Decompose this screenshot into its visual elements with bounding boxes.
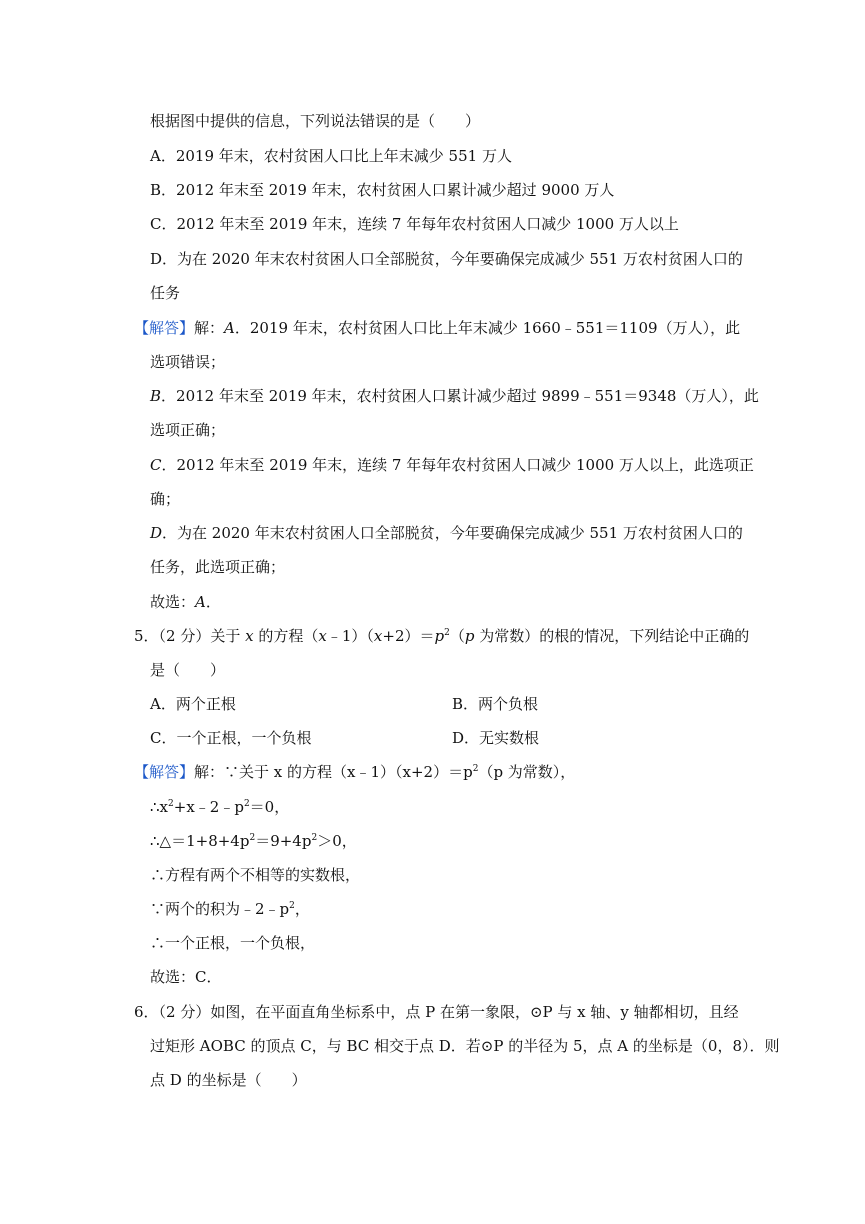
q5-answer-line5: ∵两个的积为$﹣2﹣p^2$， [150,900,310,918]
q4-answer-line7: D．为在 2020 年末农村贫困人口全部脱贫，今年要确保完成减少 551 万农村贫困人口的 [150,524,743,542]
q5-option-a: A．两个正根 [150,695,236,713]
q4-option-c: C．2012 年末至 2019 年末，连续 7 年每年农村贫困人口减少 1000 万人以上 [150,215,679,233]
q4-answer-conclusion: 故选：A． [150,593,221,611]
q5-answer-line4: ∴方程有两个不相等的实数根， [150,866,361,884]
q5-stem-line2: 是（ ） [150,661,226,679]
q4-answer-line5: C．2012 年末至 2019 年末，连续 7 年每年农村贫困人口减少 1000 万人以上，此选项正 [150,456,754,474]
q4-answer-line2: 选项错误； [150,353,226,371]
q4-answer-line6: 确； [150,490,181,508]
q5-option-d: D．无实数根 [452,729,540,747]
q5-answer-line6: ∴一个正根，一个负根， [150,934,316,952]
q6-stem-line3: 点 D 的坐标是（ ） [150,1071,307,1089]
q4-option-d-line1: D．为在 2020 年末农村贫困人口全部脱贫，今年要确保完成减少 551 万农村贫困人口的 [150,250,743,268]
q5-stem-line1: 5．（2 分）关于 x 的方程$(x﹣1)(x+2)=p^2(p$ 为常数）的根的情况，下列结论中正确的 [134,627,750,645]
q4-answer-line4: 选项正确； [150,421,226,439]
q5-answer-line2: $\therefore x^2+x﹣2﹣p^2=0$， [150,798,290,816]
q5-answer-line3: $\therefore\triangle=1+8+4p^2=9+4p^2>0$， [150,832,357,850]
q5-answer-conclusion: 故选：C． [150,968,222,986]
q5-option-c: C．一个正根，一个负根 [150,729,312,747]
q6-stem-line2: 过矩形 AOBC 的顶点 C，与 BC 相交于点 D．若⊙P 的半径为 5，点 A 的坐标是（0，8）．则 [150,1037,780,1055]
q6-stem-line1: 6．（2 分）如图，在平面直角坐标系中，点 P 在第一象限，⊙P 与 x 轴、y 轴都相切，且经 [134,1003,739,1021]
answer-tag: 【解答】 [134,319,195,337]
q4-answer-line3: B．2012 年末至 2019 年末，农村贫困人口累计减少超过 9899﹣551＝9348（万人），此 [150,387,759,405]
q5-option-b: B．两个负根 [452,695,539,713]
q4-option-a: A．2019 年末，农村贫困人口比上年末减少 551 万人 [150,147,512,165]
answer-tag: 【解答】 [134,763,195,781]
q4-answer-line8: 任务，此选项正确； [150,558,286,576]
q4-option-d-line2: 任务 [150,284,181,302]
q4-intro: 根据图中提供的信息，下列说法错误的是（ ） [150,112,481,130]
q4-answer-line1: 【解答】解：A．2019 年末，农村贫困人口比上年末减少 1660﹣551＝1109（万人），此 [134,319,741,337]
q5-answer-line1: 【解答】解：∵关于 x 的方程$(x﹣1)(x+2)=p^2(p$ 为常数）， [134,763,576,781]
q4-option-b: B．2012 年末至 2019 年末，农村贫困人口累计减少超过 9000 万人 [150,181,615,199]
